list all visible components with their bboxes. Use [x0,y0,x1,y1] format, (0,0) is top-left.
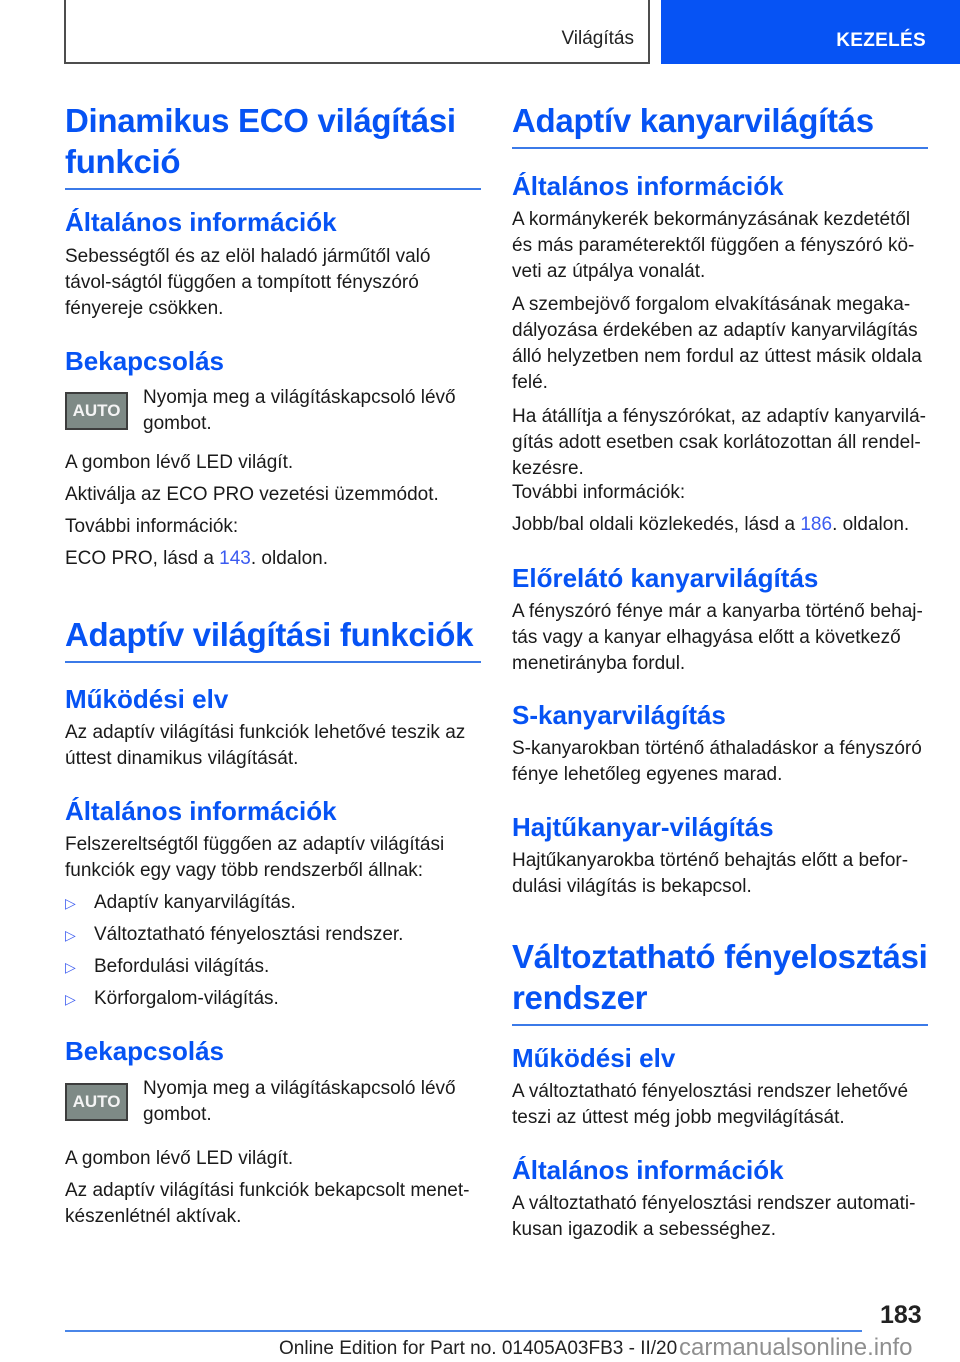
variable-general-heading: Általános információk [512,1155,784,1185]
triangle-bullet-icon: ▷ [65,959,76,975]
eco-pro-text: Aktiválja az ECO PRO vezetési üzemmódot. [65,484,439,505]
eco-led-text: A gombon lévő LED világít. [65,452,294,473]
cornering-title: Adaptív kanyarvilágítás [512,100,928,149]
cornering-para2: A szembejövő forgalom elvakításának megaka-dályozása érdekében az adaptív kanyarvilágítás álló helyzetben nem fordul az úttest másik oldala felé. [512,294,922,393]
s-curve-text: S-kanyarokban történő áthaladáskor a fényszóró fénye lehetőleg egyenes marad. [512,738,922,785]
eco-more-info: További információk: [65,516,239,537]
cornering-general-heading: Általános információk [512,171,784,201]
cornering-para3: Ha átállítja a fényszórókat, az adaptív kanyarvilá-gítás adott esetben csak korlátozottan áll rendel-kezésre. [512,406,926,479]
triangle-bullet-icon: ▷ [65,927,76,943]
eco-reference [65,546,481,572]
adaptive-active-text: Az adaptív világítási funkciók bekapcsolt menet-készenlétnél aktívak. [65,1180,470,1227]
triangle-bullet-icon: ▷ [65,991,76,1007]
auto-button-icon: AUTO [65,392,128,430]
cornering-reference [512,512,928,538]
cornering-para1: A kormánykerék bekormányzásának kezdetétől és más paraméterektől függően a fényszóró kö-veti az útpálya vonalát. [512,209,915,282]
cornering-ref-suffix: . oldalon. [832,514,910,535]
triangle-bullet-icon: ▷ [65,895,76,911]
section-title: Világítás [561,28,634,49]
eco-ref-prefix: ECO PRO, lásd a [65,548,220,569]
adaptive-title: Adaptív világítási funkciók [65,614,481,663]
hairpin-text: Hajtűkanyarokba történő behajtás előtt a befor-dulási világítás is bekapcsol. [512,850,909,897]
variable-general-text: A változtatható fényelosztási rendszer automati-kusan igazodik a sebességhez. [512,1193,916,1240]
auto-button-icon: AUTO [65,1083,128,1121]
variable-title: Változtatható fényelosztási rendszer [512,936,928,1026]
eco-ref-page-link[interactable]: 143 [219,548,251,569]
eco-activation-instruction: Nyomja meg a világításkapcsoló lévő gombot. [143,387,456,434]
cornering-ref-page-link[interactable]: 186 [800,514,833,535]
variable-principle-heading: Működési elv [512,1043,676,1073]
chapter-tab [661,0,960,64]
adaptive-general-heading: Általános információk [65,796,337,826]
edition-text: Online Edition for Part no. 01405A03FB3 - II/20 [279,1338,678,1359]
s-curve-heading: S-kanyarvilágítás [512,700,726,730]
eco-activation-heading: Bekapcsolás [65,346,224,376]
eco-general-heading: Általános információk [65,207,337,237]
adaptive-general-text: Felszereltségtől függően az adaptív világítási funkciók egy vagy több rendszerből állnak: [65,834,445,881]
header-section-box [64,0,650,64]
page-number: 183 [880,1301,922,1329]
adaptive-principle-text: Az adaptív világítási funkciók lehetővé teszik az úttest dinamikus világítását. [65,722,466,769]
footer-divider [65,1330,862,1332]
adaptive-activation-heading: Bekapcsolás [65,1036,224,1066]
eco-title: Dinamikus ECO világítási funkció [65,100,481,190]
eco-general-text: Sebességtől és az elöl haladó járműtől való távol-ságtól függően a tompított fényszóró fényereje csökken. [65,246,431,319]
eco-ref-suffix: . oldalon. [250,548,328,569]
variable-principle-text: A változtatható fényelosztási rendszer lehetővé teszi az úttest még jobb megvilágítását. [512,1081,909,1128]
chapter-tab-label: KEZELÉS [836,30,926,51]
adaptive-activation-instruction: Nyomja meg a világításkapcsoló lévő gombot. [143,1078,456,1125]
hairpin-heading: Hajtűkanyar-világítás [512,812,774,842]
predictive-heading: Előrelátó kanyarvilágítás [512,563,819,593]
watermark: carmanualsonline.info [679,1334,913,1361]
cornering-more-info: További információk: [512,482,686,503]
cornering-ref-prefix: Jobb/bal oldali közlekedés, lásd a [512,514,801,535]
predictive-text: A fényszóró fénye már a kanyarba történő behaj-tás vagy a kanyar elhagyása előtt a következő menetirányba fordul. [512,601,923,674]
adaptive-principle-heading: Működési elv [65,684,229,714]
adaptive-led-text: A gombon lévő LED világít. [65,1148,294,1169]
